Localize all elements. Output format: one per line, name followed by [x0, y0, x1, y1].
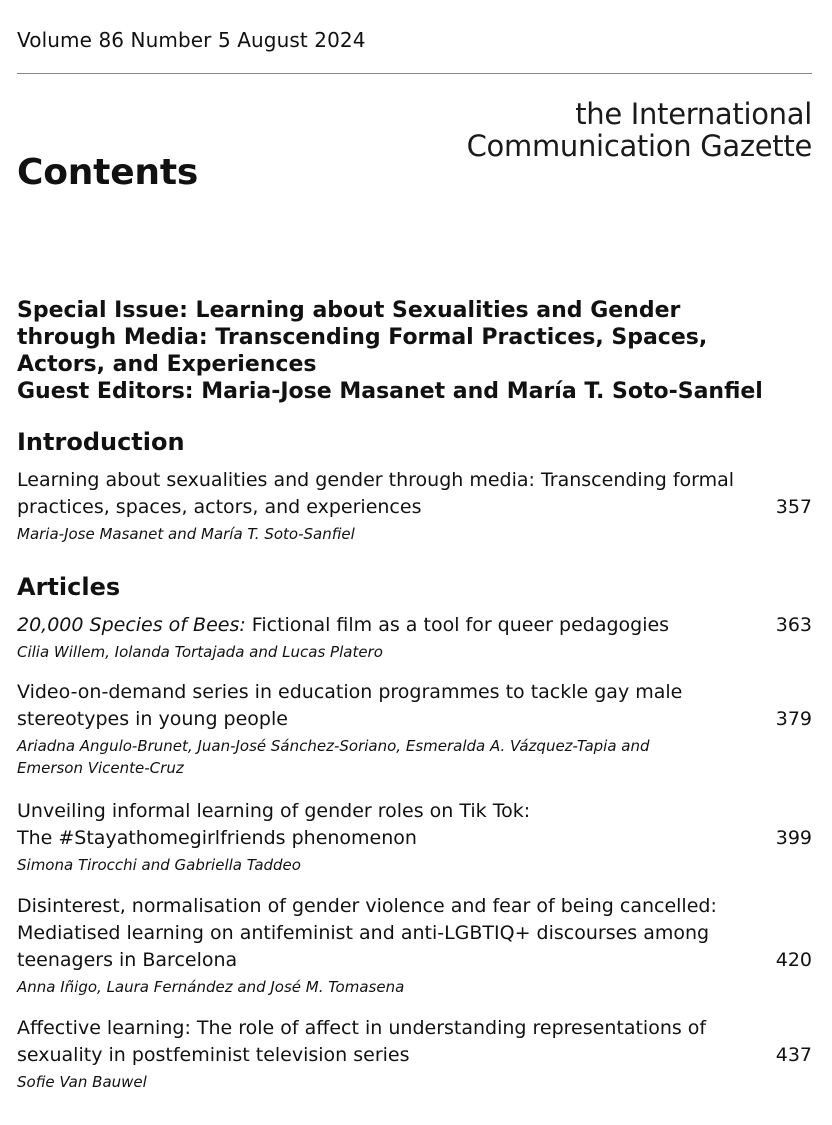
- article-title[interactable]: [17, 893, 757, 974]
- special-issue-heading: [17, 297, 817, 405]
- journal-title-line1: the International: [575, 97, 812, 131]
- page-number: 437: [775, 1044, 812, 1066]
- article-title-line: Learning about sexualities and gender through media: Transcending formal: [17, 469, 735, 491]
- article-title-line: stereotypes in young people: [17, 708, 288, 730]
- page-title: Contents: [17, 152, 199, 193]
- page-number: 399: [775, 827, 812, 849]
- article-title-line: Mediatised learning on antifeminist and anti-LGBTIQ+ discourses among: [17, 922, 710, 944]
- special-issue-line: through Media: Transcending Formal Practices, Spaces,: [17, 325, 708, 350]
- article-authors: [17, 735, 777, 779]
- section-heading-articles: Articles: [17, 573, 121, 601]
- article-authors: Maria-Jose Masanet and María T. Soto-Sanfiel: [17, 525, 355, 543]
- section-heading-introduction: Introduction: [17, 428, 185, 456]
- toc-entry[interactable]: [17, 798, 812, 876]
- article-authors: Sofie Van Bauwel: [17, 1073, 147, 1091]
- article-title-line: teenagers in Barcelona: [17, 949, 238, 971]
- article-title-line: sexuality in postfeminist television series: [17, 1044, 410, 1066]
- toc-entry[interactable]: [17, 679, 812, 779]
- header-divider: [17, 73, 812, 74]
- article-title[interactable]: [17, 467, 737, 521]
- toc-entry[interactable]: [17, 1015, 812, 1093]
- special-issue-line: Actors, and Experiences: [17, 352, 317, 377]
- article-title-line: Unveiling informal learning of gender roles on Tik Tok:: [17, 800, 531, 822]
- article-title-line: Affective learning: The role of affect in understanding representations of: [17, 1017, 707, 1039]
- page-number: 420: [775, 949, 812, 971]
- toc-entry[interactable]: [17, 467, 812, 545]
- article-authors: Cilia Willem, Iolanda Tortajada and Lucas Platero: [17, 643, 383, 661]
- toc-entry[interactable]: [17, 893, 812, 998]
- guest-editors-line: Guest Editors: Maria-Jose Masanet and María T. Soto-Sanfiel: [17, 379, 763, 404]
- page-number: 363: [775, 614, 812, 636]
- toc-entry[interactable]: [17, 612, 812, 663]
- page-number: 379: [775, 708, 812, 730]
- article-authors-line: Emerson Vicente-Cruz: [17, 759, 184, 777]
- article-title-line: practices, spaces, actors, and experiences: [17, 496, 422, 518]
- article-title[interactable]: [17, 679, 737, 733]
- article-title-rest: Fictional film as a tool for queer pedagogies: [245, 614, 670, 636]
- article-title-line: The #Stayathomegirlfriends phenomenon: [17, 827, 417, 849]
- article-authors: Anna Iñigo, Laura Fernández and José M. Tomasena: [17, 978, 405, 996]
- article-title[interactable]: [17, 1015, 737, 1069]
- article-title[interactable]: [17, 612, 737, 639]
- article-title[interactable]: [17, 798, 737, 852]
- article-authors-line: Ariadna Angulo-Brunet, Juan-José Sánchez-Soriano, Esmeralda A. Vázquez-Tapia and: [17, 737, 650, 755]
- article-title-line: Disinterest, normalisation of gender violence and fear of being cancelled:: [17, 895, 717, 917]
- journal-title: [467, 98, 812, 162]
- page-number: 357: [775, 496, 812, 518]
- article-title-italic: 20,000 Species of Bees:: [17, 614, 246, 636]
- journal-title-line2: Communication Gazette: [466, 129, 812, 163]
- article-title-line: Video-on-demand series in education programmes to tackle gay male: [17, 681, 683, 703]
- issue-info: Volume 86 Number 5 August 2024: [17, 28, 366, 52]
- article-authors: Simona Tirocchi and Gabriella Taddeo: [17, 856, 301, 874]
- special-issue-line: Special Issue: Learning about Sexualities and Gender: [17, 298, 681, 323]
